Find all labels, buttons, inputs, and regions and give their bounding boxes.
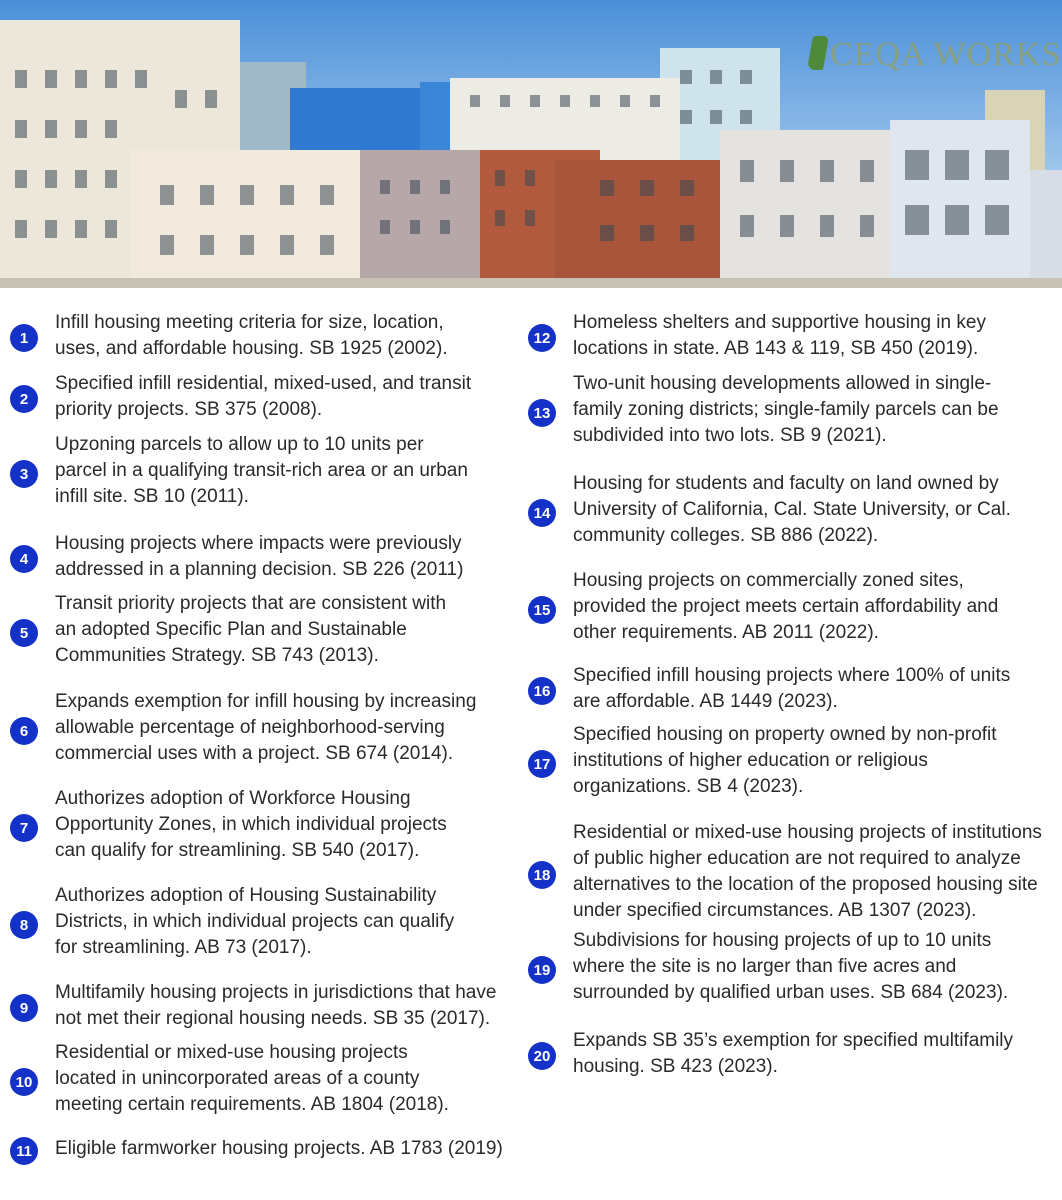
item-text-line: subdivided into two lots. SB 9 (2021).	[573, 425, 887, 446]
item-text-line: Residential or mixed-use housing projects of institutions	[573, 822, 1042, 843]
item-number-badge: 6	[10, 717, 38, 745]
item-number-badge: 1	[10, 324, 38, 352]
item-text-line: can qualify for streamlining. SB 540 (2017).	[55, 840, 420, 861]
item-text-line: Residential or mixed-use housing projects	[55, 1042, 408, 1063]
item-text-line: priority projects. SB 375 (2008).	[55, 399, 323, 420]
item-text-line: Authorizes adoption of Housing Sustainability	[55, 885, 437, 906]
item-text-line: addressed in a planning decision. SB 226 (2011)	[55, 559, 464, 580]
item-text-line: Specified housing on property owned by non-profit	[573, 724, 997, 745]
item-number-badge: 4	[10, 545, 38, 573]
item-text	[573, 820, 1042, 924]
item-text	[573, 722, 997, 800]
item-text-line: commercial uses with a project. SB 674 (2014).	[55, 743, 454, 764]
item-text-line: Upzoning parcels to allow up to 10 units per	[55, 434, 424, 455]
item-text-line: meeting certain requirements. AB 1804 (2018).	[55, 1094, 449, 1115]
item-text-line: Two-unit housing developments allowed in single-	[573, 373, 992, 394]
item-text-line: University of California, Cal. State University, or Cal.	[573, 499, 1011, 520]
item-text-line: housing. SB 423 (2023).	[573, 1056, 778, 1077]
item-text-line: an adopted Specific Plan and Sustainable	[55, 619, 407, 640]
item-text-line: family zoning districts; single-family parcels can be	[573, 399, 999, 420]
item-text-line: surrounded by qualified urban uses. SB 684 (2023).	[573, 982, 1009, 1003]
item-text-line: of public higher education are not required to analyze	[573, 848, 1021, 869]
item-text-line: Eligible farmworker housing projects. AB 1783 (2019)	[55, 1138, 503, 1159]
california-state-icon	[807, 36, 829, 70]
item-text-line: Housing projects on commercially zoned sites,	[573, 570, 964, 591]
item-text-line: Housing projects where impacts were previously	[55, 533, 462, 554]
item-text	[573, 928, 1008, 1006]
item-text	[573, 663, 1010, 715]
item-text-line: community colleges. SB 886 (2022).	[573, 525, 879, 546]
item-number-badge: 11	[10, 1137, 38, 1165]
item-number-badge: 12	[528, 324, 556, 352]
item-number-badge: 9	[10, 994, 38, 1022]
item-text-line: Transit priority projects that are consistent with	[55, 593, 447, 614]
item-number-badge: 13	[528, 399, 556, 427]
item-text-line: Specified infill housing projects where 100% of units	[573, 665, 1011, 686]
item-text-line: where the site is no larger than five acres and	[573, 956, 957, 977]
item-number-badge: 16	[528, 677, 556, 705]
item-text-line: parcel in a qualifying transit-rich area or an urban	[55, 460, 468, 481]
item-number-badge: 15	[528, 596, 556, 624]
item-text-line: Subdivisions for housing projects of up to 10 units	[573, 930, 992, 951]
item-text-line: provided the project meets certain affordability and	[573, 596, 999, 617]
item-text	[55, 310, 448, 362]
item-text	[55, 1040, 449, 1118]
item-text	[573, 371, 999, 449]
item-text-line: for streamlining. AB 73 (2017).	[55, 937, 312, 958]
item-text	[55, 883, 454, 961]
item-text-line: Communities Strategy. SB 743 (2013).	[55, 645, 379, 666]
item-number-badge: 3	[10, 460, 38, 488]
item-text	[55, 786, 447, 864]
item-text-line: other requirements. AB 2011 (2022).	[573, 622, 879, 643]
item-text-line: infill site. SB 10 (2011).	[55, 486, 249, 507]
item-number-badge: 18	[528, 861, 556, 889]
item-number-badge: 7	[10, 814, 38, 842]
city-skyline-banner	[0, 0, 1062, 288]
item-text-line: organizations. SB 4 (2023).	[573, 776, 804, 797]
ceqa-works-logo	[810, 36, 1061, 74]
item-text	[55, 531, 463, 583]
item-number-badge: 2	[10, 385, 38, 413]
item-text-line: allowable percentage of neighborhood-serving	[55, 717, 445, 738]
item-number-badge: 10	[10, 1068, 38, 1096]
item-text-line: located in unincorporated areas of a county	[55, 1068, 420, 1089]
item-text-line: uses, and affordable housing. SB 1925 (2002).	[55, 338, 448, 359]
item-number-badge: 17	[528, 750, 556, 778]
item-number-badge: 14	[528, 499, 556, 527]
logo-text: CEQA WORKS	[830, 36, 1062, 73]
item-text	[55, 591, 446, 669]
item-text-line: Infill housing meeting criteria for size, location,	[55, 312, 444, 333]
item-text	[573, 1028, 1013, 1080]
item-text-line: Homeless shelters and supportive housing in key	[573, 312, 986, 333]
item-text-line: institutions of higher education or religious	[573, 750, 928, 771]
item-text-line: are affordable. AB 1449 (2023).	[573, 691, 838, 712]
item-text	[55, 689, 476, 767]
item-text	[573, 310, 986, 362]
item-text-line: Housing for students and faculty on land owned by	[573, 473, 999, 494]
item-text	[55, 980, 496, 1032]
item-text-line: Expands SB 35’s exemption for specified multifamily	[573, 1030, 1014, 1051]
item-text-line: alternatives to the location of the proposed housing site	[573, 874, 1038, 895]
item-text-line: Authorizes adoption of Workforce Housing	[55, 788, 411, 809]
item-text-line: Specified infill residential, mixed-used, and transit	[55, 373, 472, 394]
item-text-line: Districts, in which individual projects can qualify	[55, 911, 455, 932]
item-number-badge: 8	[10, 911, 38, 939]
item-text	[573, 471, 1011, 549]
item-text-line: under specified circumstances. AB 1307 (2023).	[573, 900, 977, 921]
item-text-line: Expands exemption for infill housing by increasing	[55, 691, 477, 712]
item-text-line: locations in state. AB 143 & 119, SB 450 (2019).	[573, 338, 979, 359]
item-text	[55, 371, 471, 423]
item-text	[55, 432, 468, 510]
item-text	[573, 568, 998, 646]
item-text-line: Opportunity Zones, in which individual projects	[55, 814, 447, 835]
item-number-badge: 5	[10, 619, 38, 647]
item-text	[55, 1136, 503, 1162]
item-text-line: not met their regional housing needs. SB 35 (2017).	[55, 1008, 491, 1029]
item-number-badge: 19	[528, 956, 556, 984]
item-text-line: Multifamily housing projects in jurisdictions that have	[55, 982, 497, 1003]
item-number-badge: 20	[528, 1042, 556, 1070]
